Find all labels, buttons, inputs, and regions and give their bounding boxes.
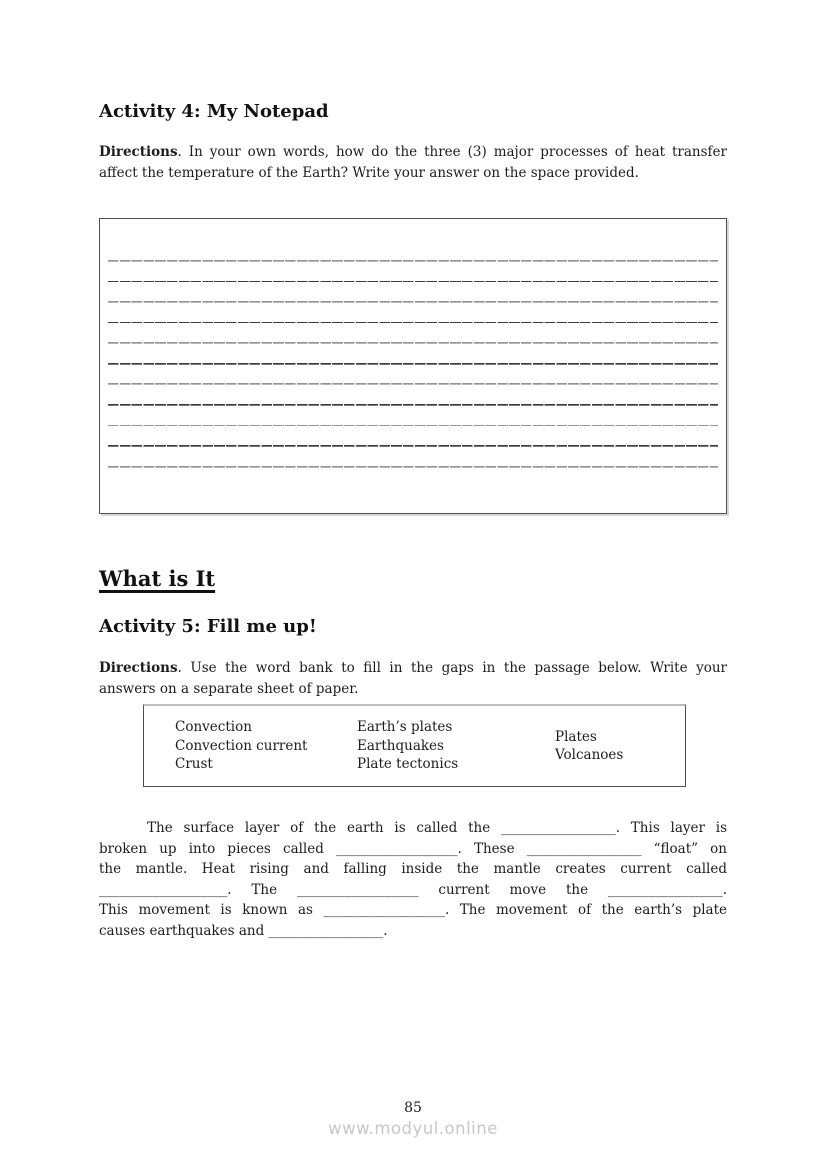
passage-line: broken up into pieces called __________________. These _________________ “float” on [99,840,727,857]
ruled-line [108,406,718,427]
activity-4-directions [99,142,727,183]
word-bank-item: Convection [175,719,252,736]
ruled-line [108,447,718,468]
ruled-line [108,241,718,262]
passage-line: ___________________. The __________________ current move the _________________. [99,881,727,898]
directions-line [99,142,727,163]
ruled-line [108,426,718,447]
ruled-line [108,303,718,324]
passage-line: The surface layer of the earth is called the _________________. This layer is [147,820,727,836]
directions-label: Directions [99,660,178,676]
word-bank-column [357,718,555,774]
fill-in-passage [99,818,727,942]
directions-text: . In your own words, how do the three (3) major processes of heat transfer [177,144,727,160]
word-bank-item: Plates [555,728,597,745]
directions-text: . Use the word bank to fill in the gaps in the passage below. Write your [177,660,727,676]
word-bank-item: Crust [175,756,213,773]
word-bank-column [175,718,357,774]
what-is-it-heading [99,566,727,592]
watermark: www.modyul.online [328,1119,498,1138]
directions-line: answers on a separate sheet of paper. [99,680,359,697]
directions-line [99,658,727,679]
activity-5-directions [99,658,727,699]
passage-line: causes earthquakes and _________________. [99,922,388,939]
activity-5-heading: Activity 5: Fill me up! [99,616,317,637]
word-bank-item: Convection current [175,737,308,754]
ruled-line [108,365,718,386]
ruled-line [108,282,718,303]
what-is-it-heading-text: What is It [99,566,216,591]
ruled-line [108,323,718,344]
ruled-line [108,385,718,406]
passage-line: This movement is known as __________________. The movement of the earth’s plate [99,902,727,919]
word-bank-item: Plate tectonics [357,756,459,773]
ruled-line [108,344,718,365]
directions-line: affect the temperature of the Earth? Write your answer on the space provided. [99,164,639,181]
ruled-line [108,262,718,283]
directions-label: Directions [99,144,178,160]
word-bank-item: Earthquakes [357,737,444,754]
passage-line: the mantle. Heat rising and falling inside the mantle creates current called [99,861,727,878]
word-bank-item: Volcanoes [555,747,624,763]
activity-4-heading: Activity 4: My Notepad [99,101,329,122]
notepad-answer-box [99,218,727,514]
page-number: 85 [404,1100,422,1116]
word-bank-box [143,704,686,787]
word-bank-column [555,728,685,765]
word-bank-item: Earth’s plates [357,719,453,736]
